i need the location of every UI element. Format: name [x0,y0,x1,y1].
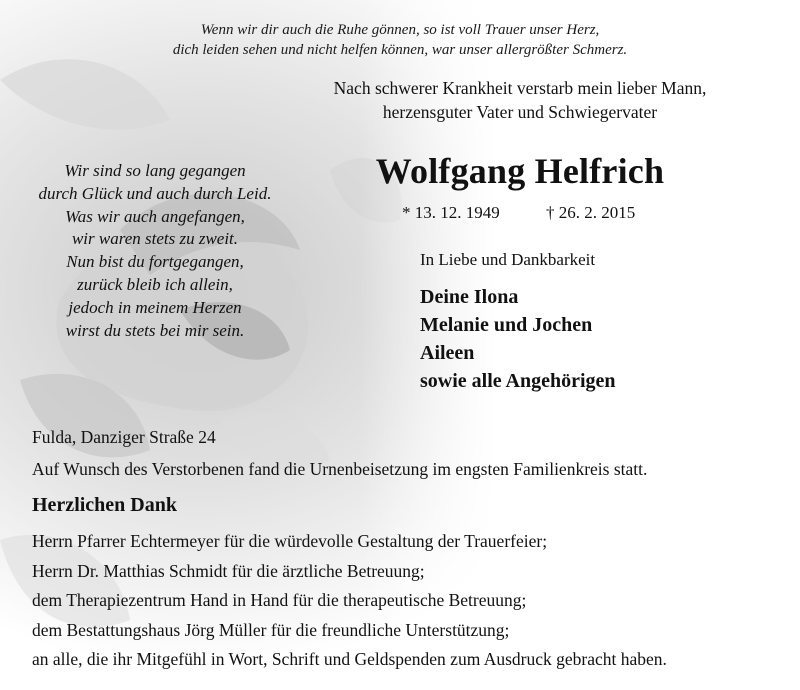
memorial-poem [20,160,290,342]
top-quote [0,20,800,60]
family-member: Aileen [420,342,475,364]
thanks-item: Herrn Dr. Matthias Schmidt für die ärztliche Betreuung; [32,560,425,581]
thanks-heading: Herzlichen Dank [32,494,177,516]
poem-line: wir waren stets zu zweit. [71,229,239,249]
thanks-item: dem Therapiezentrum Hand in Hand für die therapeutische Betreuung; [32,590,527,611]
death-date: † 26. 2. 2015 [546,203,636,222]
family-member: Deine Ilona [420,286,519,308]
thanks-item: Herrn Pfarrer Echtermeyer für die würdevolle Gestaltung der Trauerfeier; [32,531,548,551]
family-member: sowie alle Angehörigen [420,370,616,392]
family-address: Fulda, Danziger Straße 24 [32,427,216,447]
poem-line: jedoch in meinem Herzen [68,297,242,317]
deceased-name: Wolfgang Helfrich [375,151,665,191]
birth-date: * 13. 12. 1949 [402,203,500,222]
intro-line: herzensguter Vater und Schwiegervater [382,102,658,122]
family-signatures [420,283,616,395]
top-quote-line: Wenn wir dir auch die Ruhe gönnen, so ist voll Trauer unser Herz, [200,22,600,38]
urn-burial-note: Auf Wunsch des Verstorbenen fand die Urnenbeisetzung im engsten Familienkreis statt. [32,459,648,479]
poem-line: durch Glück und auch durch Leid. [38,183,272,203]
thanks-list [32,527,667,675]
poem-line: Was wir auch angefangen, [65,206,245,226]
announcement-intro [290,76,750,124]
top-quote-line: dich leiden sehen und nicht helfen können, war unser allergrößter Schmerz. [172,42,628,58]
intro-line: Nach schwerer Krankheit verstarb mein lieber Mann, [333,78,707,98]
poem-line: zurück bleib ich allein, [77,274,233,294]
love-line: In Liebe und Dankbarkeit [420,250,596,269]
thanks-item: an alle, die ihr Mitgefühl in Wort, Schrift und Geldspenden zum Ausdruck gebracht haben. [32,649,667,670]
poem-line: Wir sind so lang gegangen [64,161,246,180]
thanks-item: dem Bestattungshaus Jörg Müller für die freundliche Unterstützung; [32,619,510,640]
poem-line: wirst du stets bei mir sein. [65,320,245,340]
poem-line: Nun bist du fortgegangen, [66,252,244,272]
family-member: Melanie und Jochen [420,314,593,336]
